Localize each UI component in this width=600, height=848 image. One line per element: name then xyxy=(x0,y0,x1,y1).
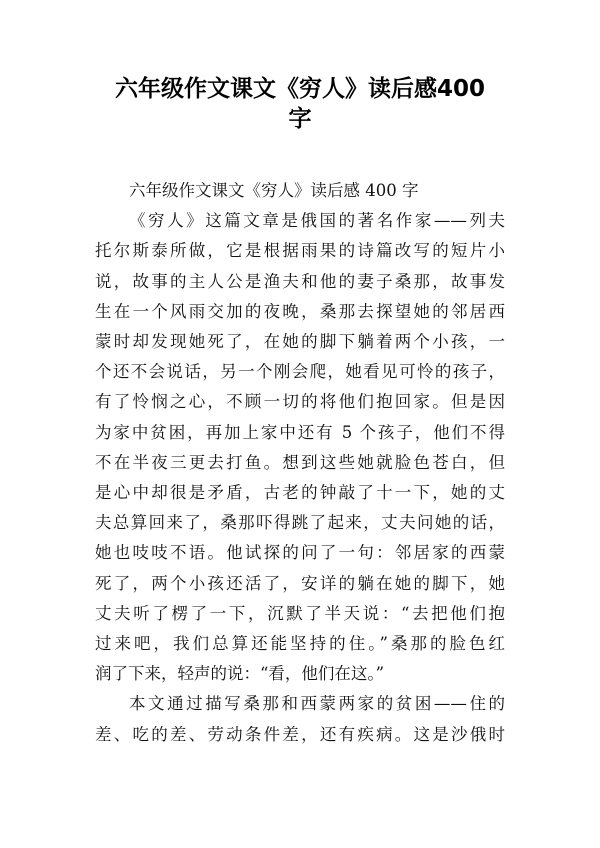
text-line: 托尔斯泰所做，它是根据雨果的诗篇改写的短片小 xyxy=(95,241,505,261)
text-line: 润了下来，轻声的说：“看，他们在这。” xyxy=(95,664,385,684)
document-title xyxy=(60,74,540,134)
text-line: 蒙时却发现她死了，在她的脚下躺着两个小孩，一 xyxy=(95,332,505,352)
text-line: 有了怜悯之心，不顾一切的将他们抱回家。但是因 xyxy=(95,392,505,412)
text-line: 差、吃的差、劳动条件差，还有疾病。这是沙俄时 xyxy=(95,724,505,744)
text-line: 死了，两个小孩还活了，安详的躺在她的脚下，她 xyxy=(95,573,505,593)
text-line: 说，故事的主人公是渔夫和他的妻子桑那，故事发 xyxy=(95,271,505,291)
text-line: 不在半夜三更去打鱼。想到这些她就脸色苍白，但 xyxy=(95,452,505,472)
text-line: 丈夫听了楞了一下，沉默了半天说：“去把他们抱 xyxy=(95,603,505,623)
text-line: 她也吱吱不语。他试探的问了一句：邻居家的西蒙 xyxy=(95,543,505,563)
title-line-2: 字 xyxy=(288,106,312,132)
text-line: 生在一个风雨交加的夜晚，桑那去探望她的邻居西 xyxy=(95,301,505,321)
text-line: 个还不会说话，另一个刚会爬，她看见可怜的孩子， xyxy=(95,362,505,382)
text-line: 《穷人》这篇文章是俄国的著名作家——列夫 xyxy=(129,211,505,231)
title-line-1: 六年级作文课文《穷人》读后感400 xyxy=(114,76,485,102)
text-line: 为家中贫困，再加上家中还有 5 个孩子，他们不得 xyxy=(95,422,505,442)
text-line: 夫总算回来了，桑那吓得跳了起来，丈夫问她的话， xyxy=(95,513,505,533)
text-line: 本文通过描写桑那和西蒙两家的贫困——住的 xyxy=(129,694,505,714)
document-body xyxy=(95,176,505,750)
text-line: 过来吧，我们总算还能坚持的住。”桑那的脸色红 xyxy=(95,634,505,654)
text-line: 是心中却很是矛盾，古老的钟敲了十一下，她的丈 xyxy=(95,483,505,503)
text-line: 六年级作文课文《穷人》读后感 400 字 xyxy=(129,181,419,200)
